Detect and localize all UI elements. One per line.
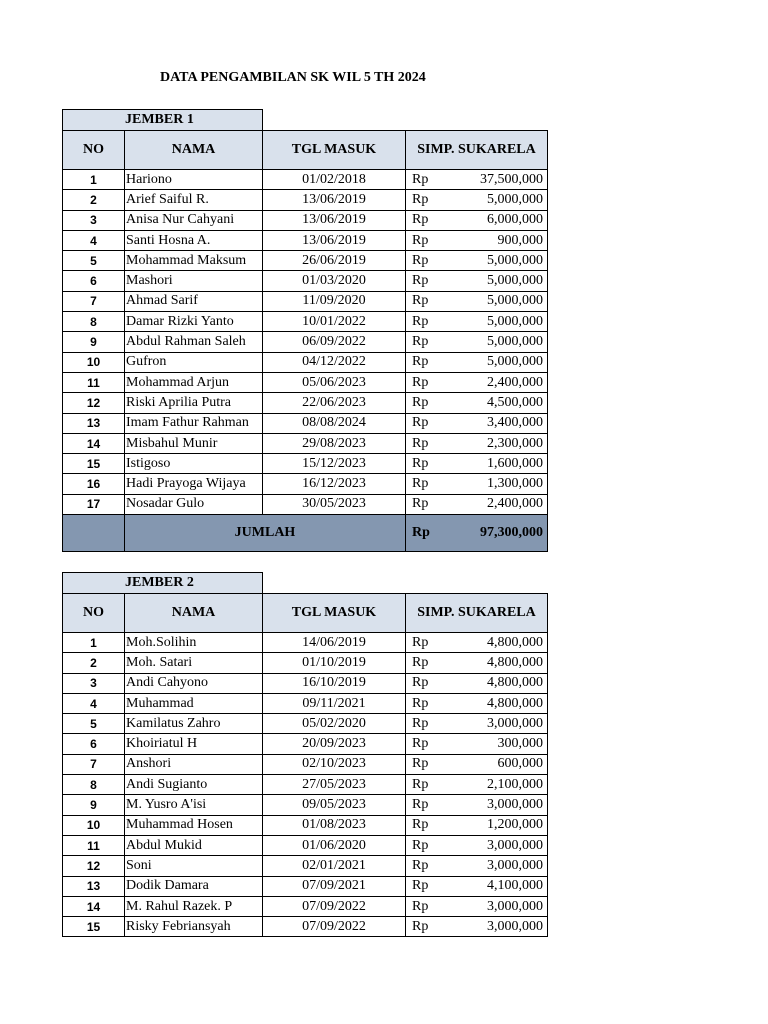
row-number: 17 xyxy=(63,494,125,514)
row-date: 07/09/2022 xyxy=(263,896,406,916)
section-label-row xyxy=(63,573,548,594)
row-currency: Rp xyxy=(406,332,446,352)
table-row xyxy=(63,917,548,937)
row-date: 07/09/2021 xyxy=(263,876,406,896)
row-name: Misbahul Munir xyxy=(125,433,263,453)
row-amount: 5,000,000 xyxy=(446,291,548,311)
row-name: Andi Sugianto xyxy=(125,775,263,795)
header-nama: NAMA xyxy=(125,594,263,633)
row-number: 7 xyxy=(63,291,125,311)
row-name: Soni xyxy=(125,856,263,876)
row-name: Dodik Damara xyxy=(125,876,263,896)
row-number: 15 xyxy=(63,917,125,937)
row-currency: Rp xyxy=(406,714,446,734)
table-row xyxy=(63,433,548,453)
row-currency: Rp xyxy=(406,312,446,332)
row-currency: Rp xyxy=(406,835,446,855)
row-date: 06/09/2022 xyxy=(263,332,406,352)
row-number: 16 xyxy=(63,474,125,494)
row-date: 13/06/2019 xyxy=(263,190,406,210)
table-row xyxy=(63,352,548,372)
row-number: 10 xyxy=(63,352,125,372)
row-amount: 3,000,000 xyxy=(446,856,548,876)
row-currency: Rp xyxy=(406,673,446,693)
row-amount: 5,000,000 xyxy=(446,271,548,291)
table-row xyxy=(63,693,548,713)
row-number: 6 xyxy=(63,271,125,291)
row-date: 01/08/2023 xyxy=(263,815,406,835)
row-date: 15/12/2023 xyxy=(263,454,406,474)
row-date: 09/11/2021 xyxy=(263,693,406,713)
table-row xyxy=(63,372,548,392)
row-date: 13/06/2019 xyxy=(263,230,406,250)
row-name: Nosadar Gulo xyxy=(125,494,263,514)
row-amount: 3,000,000 xyxy=(446,896,548,916)
row-amount: 4,800,000 xyxy=(446,653,548,673)
row-amount: 2,300,000 xyxy=(446,433,548,453)
header-simp-sukarela: SIMP. SUKARELA xyxy=(406,594,548,633)
row-name: Abdul Mukid xyxy=(125,835,263,855)
row-number: 4 xyxy=(63,693,125,713)
row-number: 1 xyxy=(63,633,125,653)
row-currency: Rp xyxy=(406,896,446,916)
row-currency: Rp xyxy=(406,413,446,433)
table-row xyxy=(63,734,548,754)
row-currency: Rp xyxy=(406,693,446,713)
row-number: 8 xyxy=(63,775,125,795)
row-date: 01/02/2018 xyxy=(263,170,406,190)
row-date: 09/05/2023 xyxy=(263,795,406,815)
row-number: 9 xyxy=(63,332,125,352)
header-tgl-masuk: TGL MASUK xyxy=(263,594,406,633)
row-amount: 3,400,000 xyxy=(446,413,548,433)
row-currency: Rp xyxy=(406,734,446,754)
row-date: 11/09/2020 xyxy=(263,291,406,311)
table-row xyxy=(63,876,548,896)
row-number: 15 xyxy=(63,454,125,474)
row-name: Muhammad Hosen xyxy=(125,815,263,835)
row-number: 12 xyxy=(63,393,125,413)
row-amount: 4,800,000 xyxy=(446,693,548,713)
row-number: 6 xyxy=(63,734,125,754)
header-row xyxy=(63,594,548,633)
row-currency: Rp xyxy=(406,433,446,453)
row-amount: 3,000,000 xyxy=(446,917,548,937)
row-date: 01/06/2020 xyxy=(263,835,406,855)
row-amount: 2,400,000 xyxy=(446,494,548,514)
row-name: Andi Cahyono xyxy=(125,673,263,693)
table-row xyxy=(63,393,548,413)
row-currency: Rp xyxy=(406,393,446,413)
row-number: 14 xyxy=(63,433,125,453)
row-name: Moh.Solihin xyxy=(125,633,263,653)
row-number: 13 xyxy=(63,876,125,896)
row-amount: 3,000,000 xyxy=(446,795,548,815)
row-number: 14 xyxy=(63,896,125,916)
table-row xyxy=(63,251,548,271)
row-amount: 300,000 xyxy=(446,734,548,754)
row-currency: Rp xyxy=(406,170,446,190)
row-currency: Rp xyxy=(406,653,446,673)
row-number: 7 xyxy=(63,754,125,774)
row-currency: Rp xyxy=(406,291,446,311)
row-currency: Rp xyxy=(406,352,446,372)
row-name: Ahmad Sarif xyxy=(125,291,263,311)
section-label-row xyxy=(63,110,548,131)
row-name: Hariono xyxy=(125,170,263,190)
row-name: Abdul Rahman Saleh xyxy=(125,332,263,352)
row-amount: 1,200,000 xyxy=(446,815,548,835)
table-row xyxy=(63,856,548,876)
section-label: JEMBER 2 xyxy=(63,573,263,594)
table-row xyxy=(63,775,548,795)
data-table xyxy=(62,572,548,937)
row-currency: Rp xyxy=(406,795,446,815)
header-simp-sukarela: SIMP. SUKARELA xyxy=(406,131,548,170)
data-table xyxy=(62,109,548,552)
table-row xyxy=(63,332,548,352)
row-date: 30/05/2023 xyxy=(263,494,406,514)
header-row xyxy=(63,131,548,170)
row-name: Damar Rizki Yanto xyxy=(125,312,263,332)
row-amount: 3,000,000 xyxy=(446,835,548,855)
row-name: Anisa Nur Cahyani xyxy=(125,210,263,230)
row-amount: 2,400,000 xyxy=(446,372,548,392)
row-number: 5 xyxy=(63,714,125,734)
row-name: M. Rahul Razek. P xyxy=(125,896,263,916)
row-date: 20/09/2023 xyxy=(263,734,406,754)
row-amount: 4,800,000 xyxy=(446,673,548,693)
row-amount: 600,000 xyxy=(446,754,548,774)
row-date: 02/01/2021 xyxy=(263,856,406,876)
row-number: 9 xyxy=(63,795,125,815)
row-amount: 37,500,000 xyxy=(446,170,548,190)
row-name: Anshori xyxy=(125,754,263,774)
row-currency: Rp xyxy=(406,917,446,937)
row-amount: 4,100,000 xyxy=(446,876,548,896)
row-date: 01/10/2019 xyxy=(263,653,406,673)
row-currency: Rp xyxy=(406,633,446,653)
table-row xyxy=(63,835,548,855)
row-currency: Rp xyxy=(406,876,446,896)
row-number: 2 xyxy=(63,653,125,673)
header-no: NO xyxy=(63,594,125,633)
section-jember-1 xyxy=(62,109,548,552)
row-date: 05/06/2023 xyxy=(263,372,406,392)
row-amount: 5,000,000 xyxy=(446,352,548,372)
row-amount: 3,000,000 xyxy=(446,714,548,734)
table-row xyxy=(63,230,548,250)
table-row xyxy=(63,210,548,230)
total-label: JUMLAH xyxy=(125,515,406,552)
row-date: 08/08/2024 xyxy=(263,413,406,433)
row-date: 16/10/2019 xyxy=(263,673,406,693)
total-currency: Rp xyxy=(406,515,446,552)
row-number: 1 xyxy=(63,170,125,190)
row-name: Gufron xyxy=(125,352,263,372)
row-amount: 5,000,000 xyxy=(446,190,548,210)
row-amount: 4,800,000 xyxy=(446,633,548,653)
row-name: Mohammad Arjun xyxy=(125,372,263,392)
row-currency: Rp xyxy=(406,454,446,474)
section-label: JEMBER 1 xyxy=(63,110,263,131)
row-amount: 5,000,000 xyxy=(446,332,548,352)
header-nama: NAMA xyxy=(125,131,263,170)
row-name: Riski Aprilia Putra xyxy=(125,393,263,413)
table-row xyxy=(63,474,548,494)
row-number: 2 xyxy=(63,190,125,210)
row-number: 13 xyxy=(63,413,125,433)
row-currency: Rp xyxy=(406,754,446,774)
total-amount: 97,300,000 xyxy=(446,515,548,552)
row-name: Hadi Prayoga Wijaya xyxy=(125,474,263,494)
row-amount: 5,000,000 xyxy=(446,312,548,332)
row-currency: Rp xyxy=(406,474,446,494)
row-name: Khoiriatul H xyxy=(125,734,263,754)
row-date: 29/08/2023 xyxy=(263,433,406,453)
table-row xyxy=(63,413,548,433)
row-date: 16/12/2023 xyxy=(263,474,406,494)
row-number: 12 xyxy=(63,856,125,876)
total-blank xyxy=(63,515,125,552)
row-number: 4 xyxy=(63,230,125,250)
row-name: Moh. Satari xyxy=(125,653,263,673)
row-amount: 4,500,000 xyxy=(446,393,548,413)
row-name: Mashori xyxy=(125,271,263,291)
table-row xyxy=(63,170,548,190)
table-row xyxy=(63,494,548,514)
row-name: Istigoso xyxy=(125,454,263,474)
row-currency: Rp xyxy=(406,230,446,250)
table-row xyxy=(63,454,548,474)
row-name: Santi Hosna A. xyxy=(125,230,263,250)
table-row xyxy=(63,673,548,693)
row-amount: 1,600,000 xyxy=(446,454,548,474)
row-amount: 5,000,000 xyxy=(446,251,548,271)
row-date: 10/01/2022 xyxy=(263,312,406,332)
row-number: 8 xyxy=(63,312,125,332)
row-date: 27/05/2023 xyxy=(263,775,406,795)
row-number: 11 xyxy=(63,372,125,392)
row-date: 26/06/2019 xyxy=(263,251,406,271)
row-number: 11 xyxy=(63,835,125,855)
row-date: 22/06/2023 xyxy=(263,393,406,413)
row-amount: 1,300,000 xyxy=(446,474,548,494)
table-row xyxy=(63,291,548,311)
row-currency: Rp xyxy=(406,190,446,210)
row-name: Mohammad Maksum xyxy=(125,251,263,271)
table-row xyxy=(63,815,548,835)
row-currency: Rp xyxy=(406,815,446,835)
row-currency: Rp xyxy=(406,856,446,876)
row-currency: Rp xyxy=(406,494,446,514)
row-name: Imam Fathur Rahman xyxy=(125,413,263,433)
table-row xyxy=(63,271,548,291)
row-currency: Rp xyxy=(406,271,446,291)
row-name: Kamilatus Zahro xyxy=(125,714,263,734)
header-no: NO xyxy=(63,131,125,170)
table-row xyxy=(63,633,548,653)
row-currency: Rp xyxy=(406,372,446,392)
row-number: 10 xyxy=(63,815,125,835)
table-row xyxy=(63,312,548,332)
row-currency: Rp xyxy=(406,251,446,271)
row-date: 05/02/2020 xyxy=(263,714,406,734)
table-row xyxy=(63,795,548,815)
row-amount: 2,100,000 xyxy=(446,775,548,795)
row-name: Arief Saiful R. xyxy=(125,190,263,210)
row-number: 3 xyxy=(63,673,125,693)
row-number: 5 xyxy=(63,251,125,271)
row-name: M. Yusro A'isi xyxy=(125,795,263,815)
table-row xyxy=(63,190,548,210)
table-row xyxy=(63,896,548,916)
section-jember-2 xyxy=(62,572,548,937)
table-row xyxy=(63,653,548,673)
row-currency: Rp xyxy=(406,775,446,795)
row-amount: 900,000 xyxy=(446,230,548,250)
row-date: 02/10/2023 xyxy=(263,754,406,774)
row-date: 13/06/2019 xyxy=(263,210,406,230)
row-date: 07/09/2022 xyxy=(263,917,406,937)
table-row xyxy=(63,714,548,734)
row-date: 01/03/2020 xyxy=(263,271,406,291)
row-date: 04/12/2022 xyxy=(263,352,406,372)
row-currency: Rp xyxy=(406,210,446,230)
row-amount: 6,000,000 xyxy=(446,210,548,230)
row-name: Risky Febriansyah xyxy=(125,917,263,937)
row-date: 14/06/2019 xyxy=(263,633,406,653)
total-row xyxy=(63,515,548,552)
table-row xyxy=(63,754,548,774)
header-tgl-masuk: TGL MASUK xyxy=(263,131,406,170)
page-title: DATA PENGAMBILAN SK WIL 5 TH 2024 xyxy=(160,70,426,85)
row-number: 3 xyxy=(63,210,125,230)
row-name: Muhammad xyxy=(125,693,263,713)
